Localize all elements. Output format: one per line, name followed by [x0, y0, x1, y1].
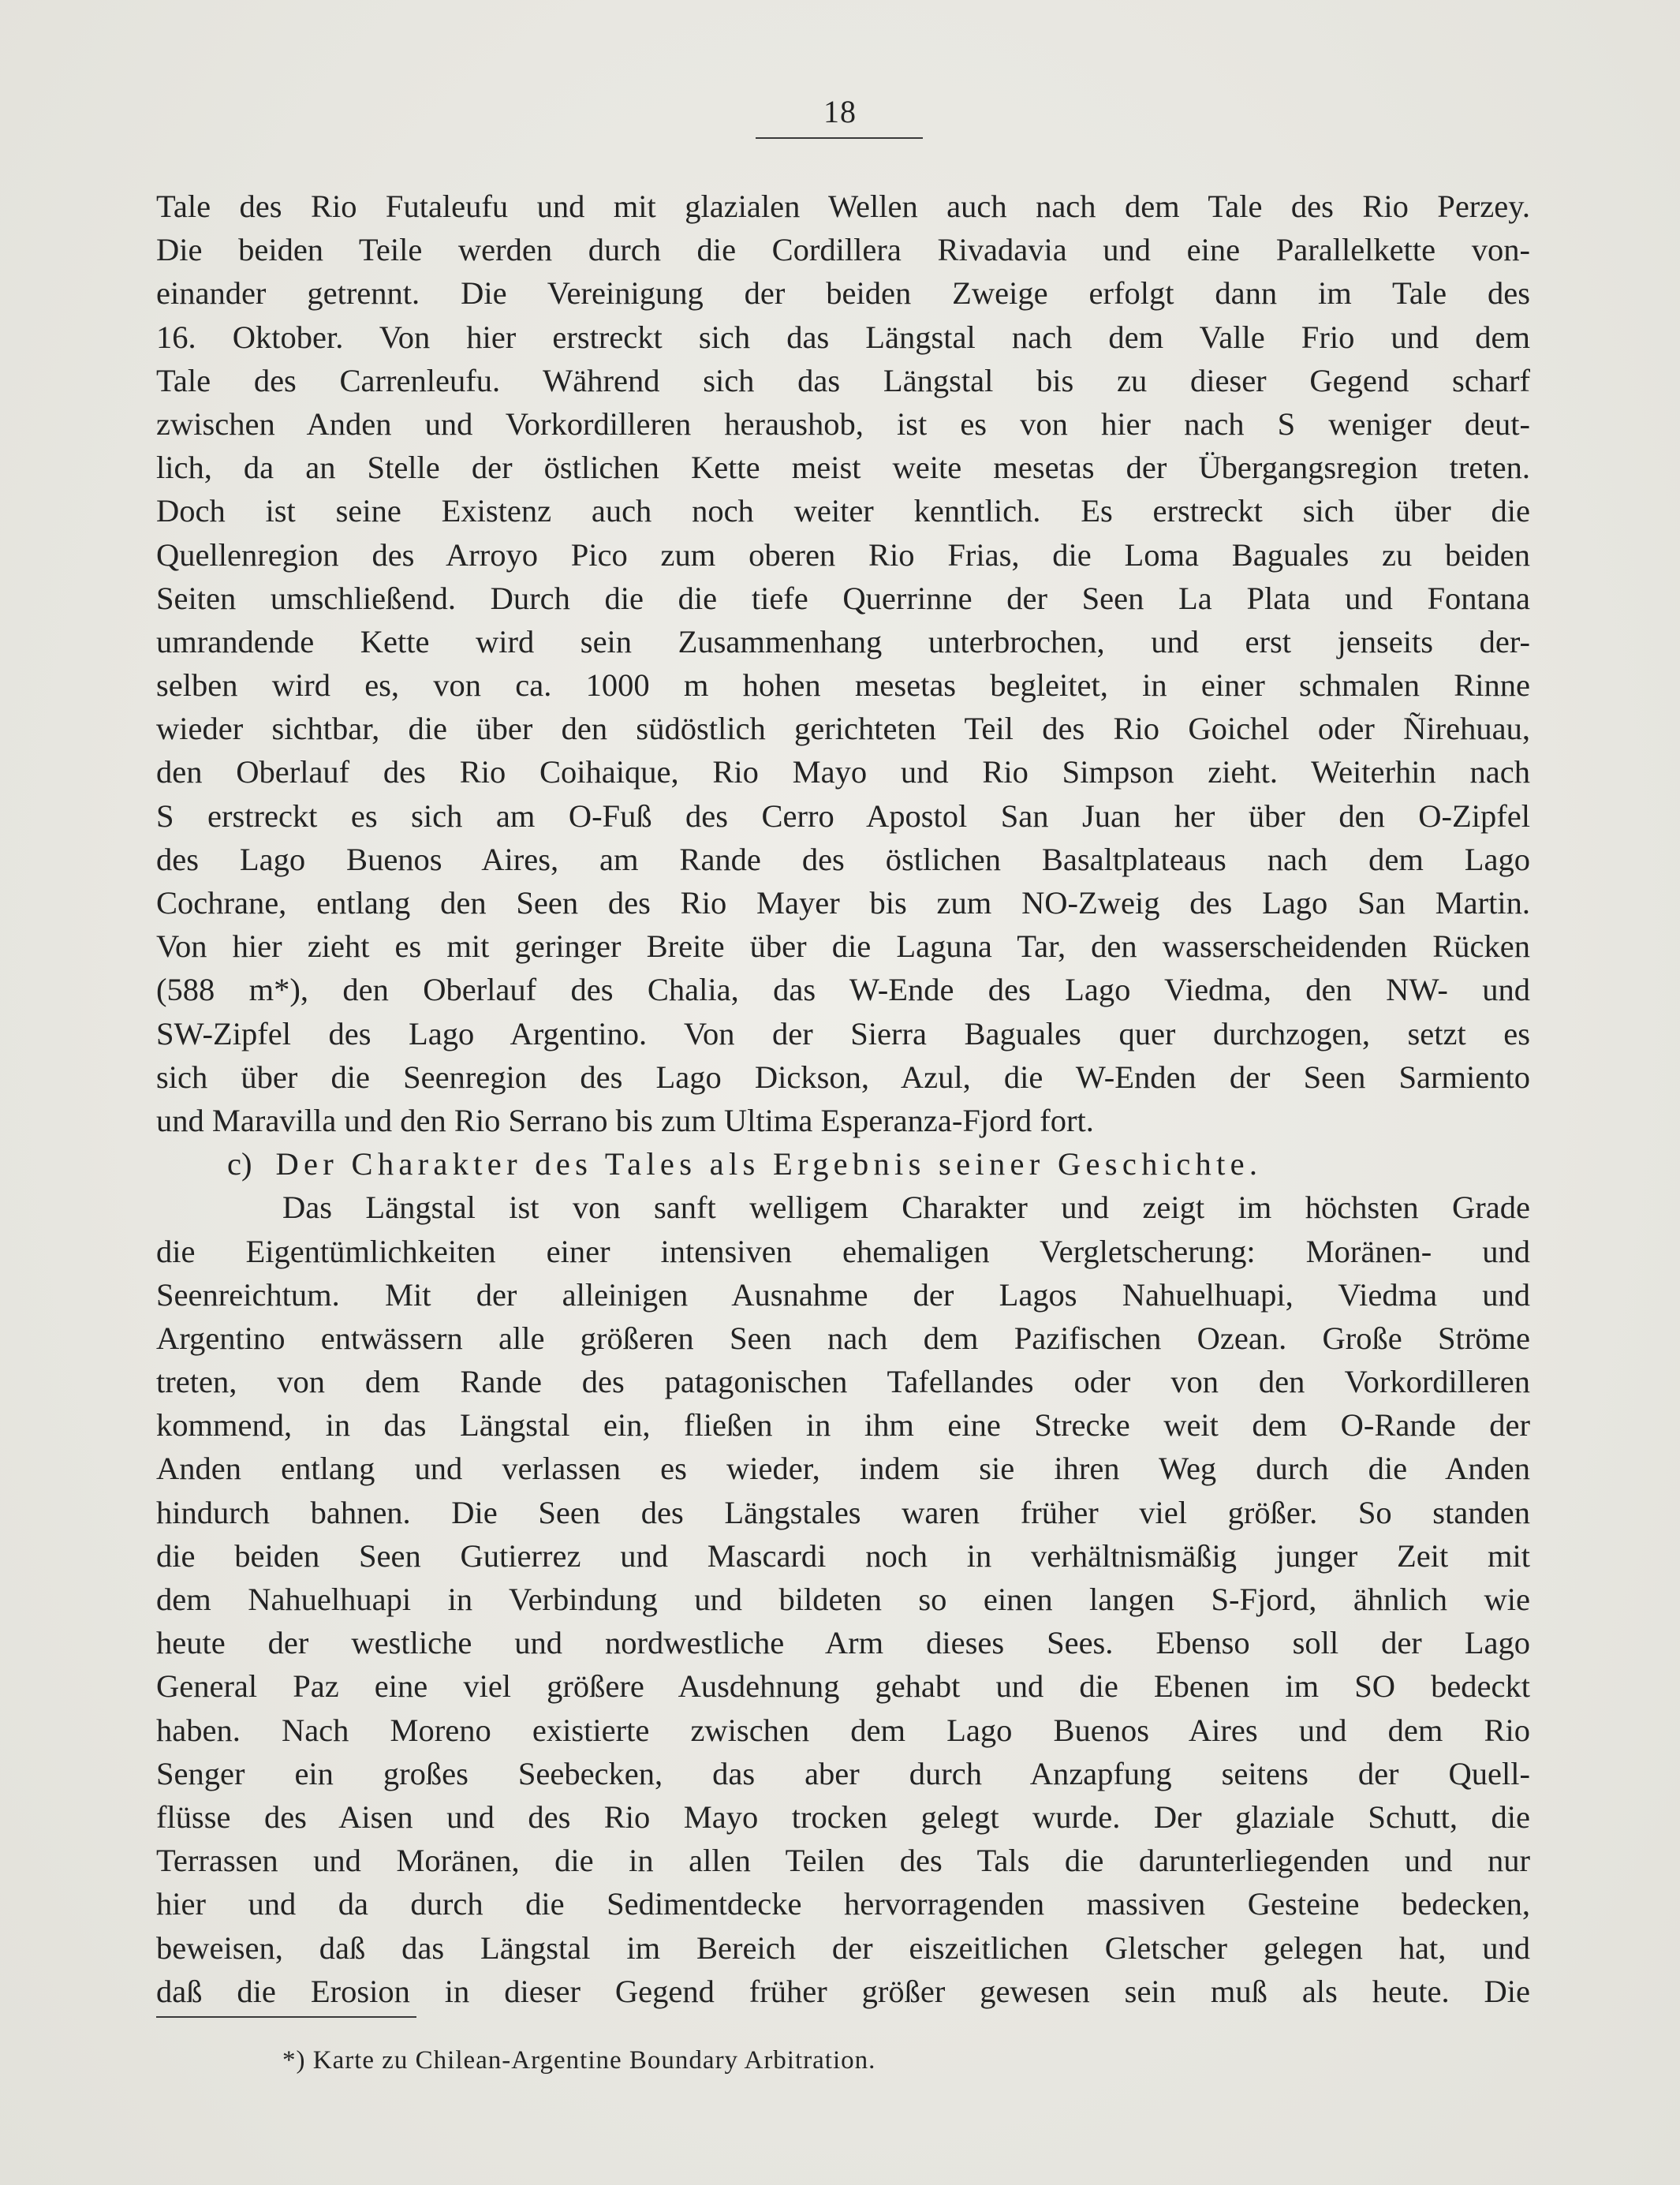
text-line: Tale des Carrenleufu. Während sich das Längstal bis zu dieser Gegend scharf — [156, 362, 1530, 398]
text-line: (588 m*), den Oberlauf des Chalia, das W-Ende des Lago Viedma, den NW- und — [156, 972, 1530, 1008]
body-text — [156, 185, 1530, 2013]
text-line: die beiden Seen Gutierrez und Mascardi noch in verhältnismäßig junger Zeit mit — [156, 1537, 1530, 1574]
text-line: Seiten umschließend. Durch die die tiefe Querrinne der Seen La Plata und Fontana — [156, 580, 1530, 616]
text-line: Die beiden Teile werden durch die Cordillera Rivadavia und eine Parallelkette von- — [156, 232, 1530, 268]
text-line: 16. Oktober. Von hier erstreckt sich das Längstal nach dem Valle Frio und dem — [156, 319, 1530, 355]
section-heading — [156, 1142, 1530, 1186]
text-line: kommend, in das Längstal ein, fließen in ihm eine Strecke weit dem O-Rande der — [156, 1407, 1530, 1444]
text-line: zwischen Anden und Vorkordilleren heraushob, ist es von hier nach S weniger deut- — [156, 405, 1530, 442]
text-line: Seenreichtum. Mit der alleinigen Ausnahme der Lagos Nahuelhuapi, Viedma und — [156, 1276, 1530, 1313]
text-line: daß die Erosion in dieser Gegend früher größer gewesen sein muß als heute. Die — [156, 1973, 1530, 2009]
text-line: Das Längstal ist von sanft welligem Charakter und zeigt im höchsten Grade — [282, 1190, 1530, 1226]
section-label: c) — [227, 1146, 252, 1182]
text-line: haben. Nach Moreno existierte zwischen dem Lago Buenos Aires und dem Rio — [156, 1712, 1530, 1748]
text-line: sich über die Seenregion des Lago Dickson, Azul, die W-Enden der Seen Sarmiento — [156, 1059, 1530, 1095]
text-line: heute der westliche und nordwestliche Arm dieses Sees. Ebenso soll der Lago — [156, 1625, 1530, 1661]
text-line: dem Nahuelhuapi in Verbindung und bildeten so einen langen S-Fjord, ähnlich wie — [156, 1582, 1530, 1617]
text-line: umrandende Kette wird sein Zusammenhang unterbrochen, und erst jenseits der- — [156, 623, 1530, 659]
text-line: Argentino entwässern alle größeren Seen nach dem Pazifischen Ozean. Große Ströme — [156, 1320, 1530, 1356]
footnote-rule — [156, 2016, 416, 2018]
text-line: die Eigentümlichkeiten einer intensiven ehemaligen Vergletscherung: Moränen- und — [156, 1233, 1530, 1269]
text-line: und Maravilla und den Rio Serrano bis zum Ultima Esperanza-Fjord fort. — [156, 1102, 1094, 1138]
text-line: den Oberlauf des Rio Coihaique, Rio Mayo und Rio Simpson zieht. Weiterhin nach — [156, 754, 1530, 790]
text-line: hindurch bahnen. Die Seen des Längstales waren früher viel größer. So standen — [156, 1494, 1530, 1530]
section-title: Der Charakter des Tales als Ergebnis seiner Geschichte. — [275, 1146, 1263, 1182]
text-line: beweisen, daß das Längstal im Bereich der eiszeitlichen Gletscher gelegen hat, und — [156, 1929, 1530, 1966]
text-line: flüsse des Aisen und des Rio Mayo trocken gelegt wurde. Der glaziale Schutt, die — [156, 1798, 1530, 1835]
text-line: selben wird es, von ca. 1000 m hohen mesetas begleitet, in einer schmalen Rinne — [156, 667, 1530, 704]
text-line: lich, da an Stelle der östlichen Kette meist weite mesetas der Übergangsregion treten. — [156, 450, 1530, 486]
text-line: Doch ist seine Existenz auch noch weiter kenntlich. Es erstreckt sich über die — [156, 493, 1530, 529]
text-line: einander getrennt. Die Vereinigung der beiden Zweige erfolgt dann im Tale des — [156, 275, 1530, 312]
text-line: S erstreckt es sich am O-Fuß des Cerro Apostol San Juan her über den O-Zipfel — [156, 797, 1530, 834]
text-line: Quellenregion des Arroyo Pico zum oberen Rio Frias, die Loma Baguales zu beiden — [156, 536, 1530, 573]
text-line: Senger ein großes Seebecken, das aber durch Anzapfung seitens der Quell- — [156, 1755, 1530, 1791]
paragraph-1 — [156, 185, 1530, 1142]
text-line: Cochrane, entlang den Seen des Rio Mayer bis zum NO-Zweig des Lago San Martin. — [156, 885, 1530, 921]
text-line: des Lago Buenos Aires, am Rande des östlichen Basaltplateaus nach dem Lago — [156, 841, 1530, 877]
text-line: Von hier zieht es mit geringer Breite über die Laguna Tar, den wasserscheidenden Rücken — [156, 928, 1530, 965]
paragraph-2 — [156, 1186, 1530, 2013]
text-line: General Paz eine viel größere Ausdehnung gehabt und die Ebenen im SO bedeckt — [156, 1668, 1530, 1705]
text-line: Anden entlang und verlassen es wieder, indem sie ihren Weg durch die Anden — [156, 1451, 1530, 1487]
text-line: treten, von dem Rande des patagonischen Tafellandes oder von den Vorkordilleren — [156, 1364, 1530, 1400]
page-number: 18 — [823, 94, 857, 129]
text-line: hier und da durch die Sedimentdecke hervorragenden massiven Gesteine bedecken, — [156, 1886, 1530, 1922]
text-line: Tale des Rio Futaleufu und mit glazialen Wellen auch nach dem Tale des Rio Perzey. — [156, 189, 1530, 224]
page-number-rule — [756, 137, 923, 139]
text-line: SW-Zipfel des Lago Argentino. Von der Sierra Baguales quer durchzogen, setzt es — [156, 1015, 1530, 1051]
text-line: Terrassen und Moränen, die in allen Teilen des Tals die darunterliegenden und nur — [156, 1843, 1530, 1879]
footnote: *) Karte zu Chilean-Argentine Boundary Arbitration. — [282, 2046, 876, 2075]
text-line: wieder sichtbar, die über den südöstlich gerichteten Teil des Rio Goichel oder Ñirehuau, — [156, 711, 1530, 747]
